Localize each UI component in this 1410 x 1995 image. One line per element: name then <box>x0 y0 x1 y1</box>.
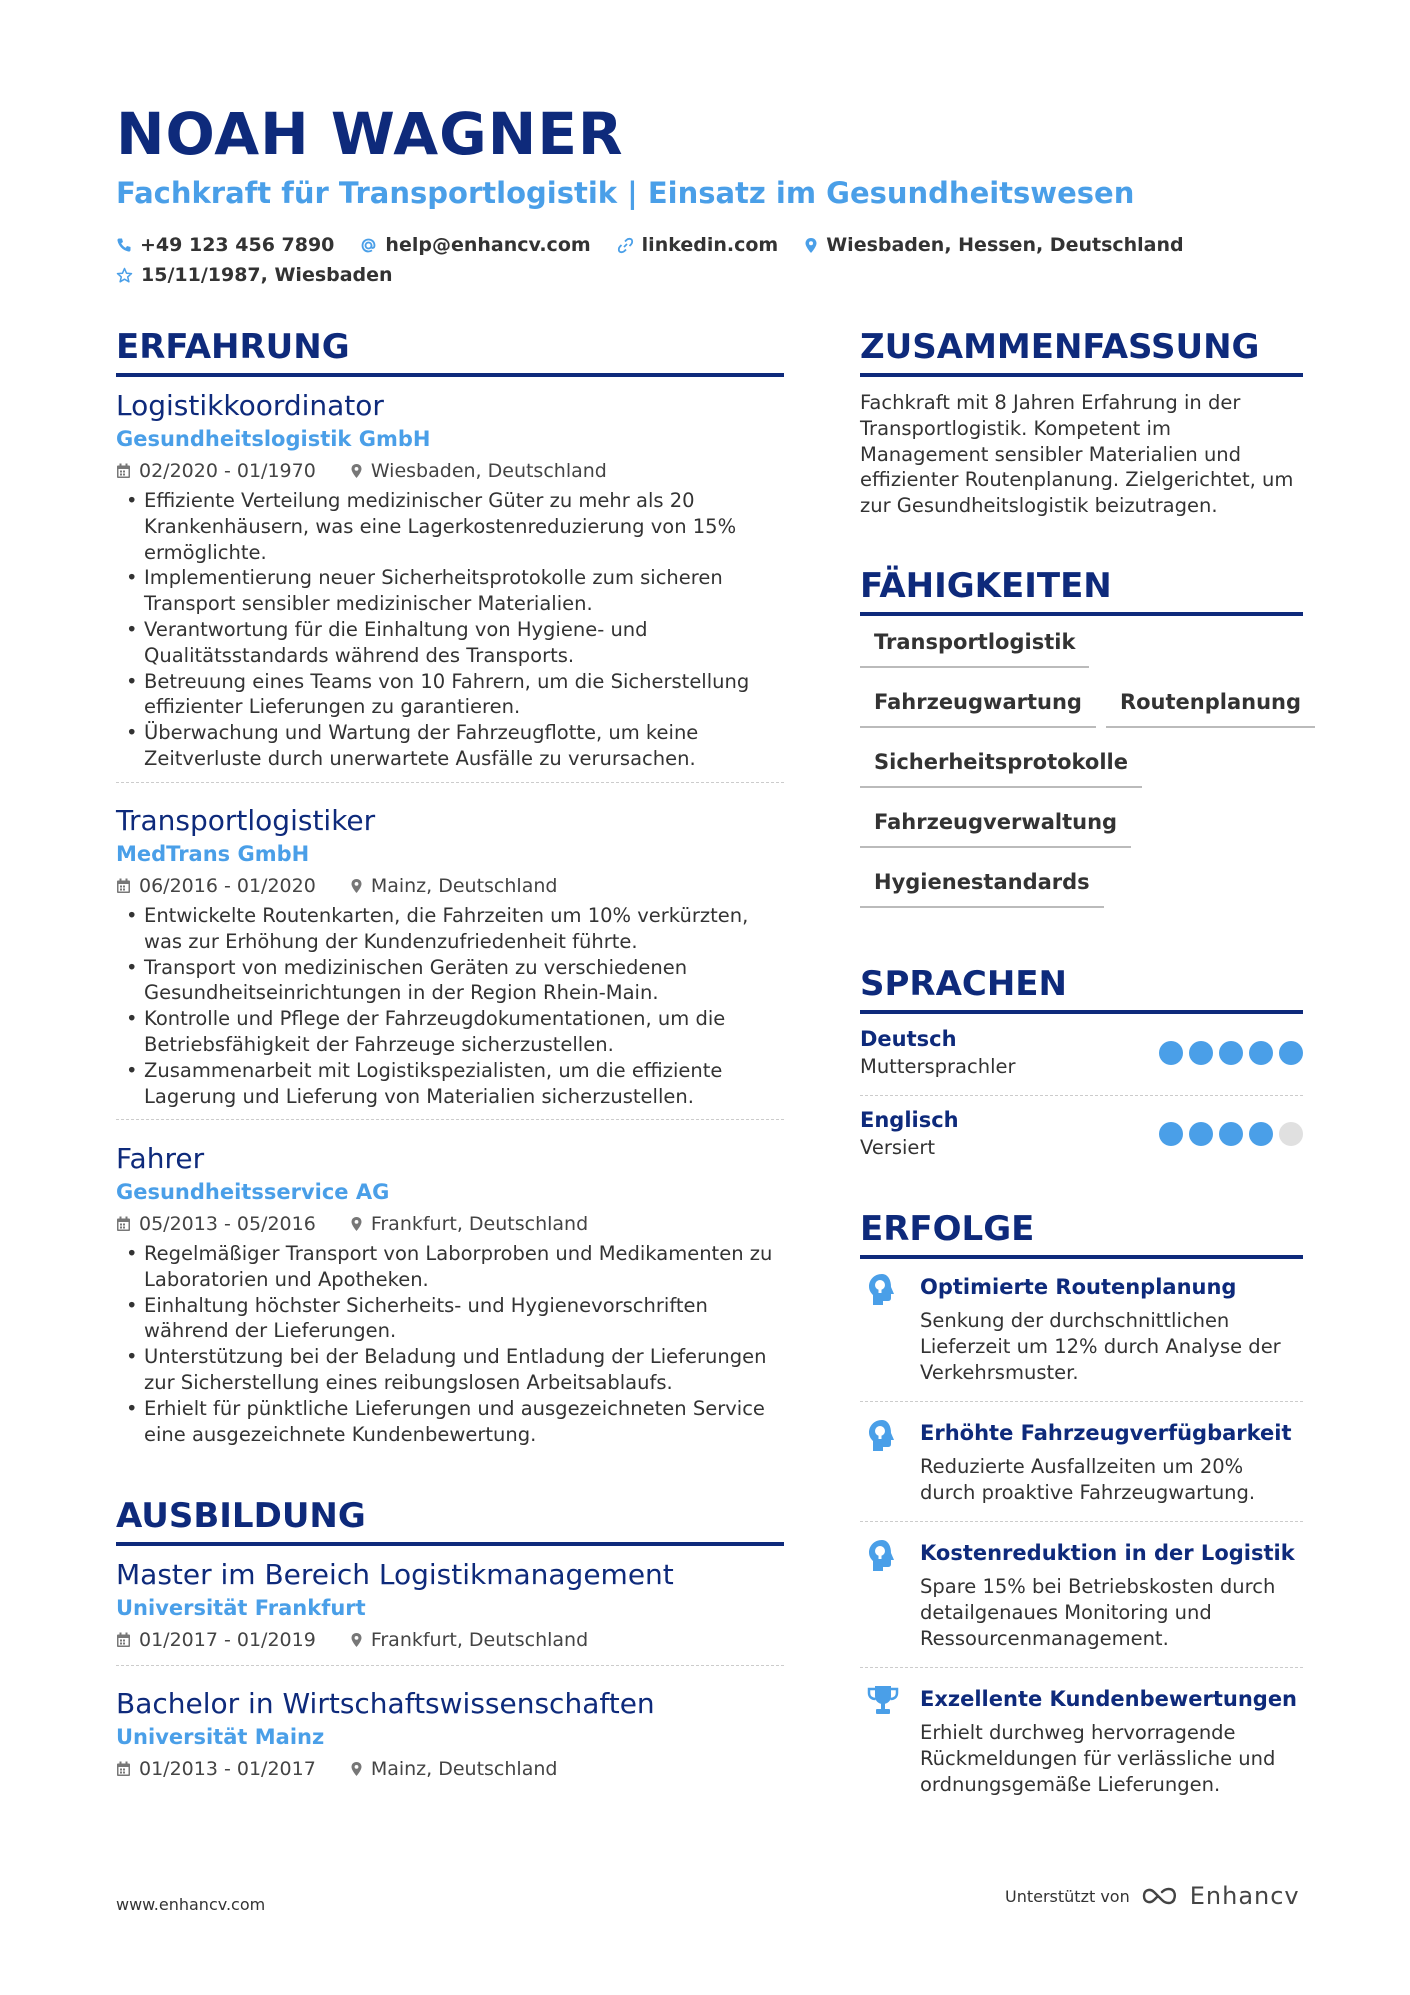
location-pin-icon <box>350 1216 363 1232</box>
location-pin-icon <box>350 1632 363 1648</box>
location-pin-icon <box>350 463 363 479</box>
job-location: Wiesbaden, Deutschland <box>370 460 607 482</box>
rating-dot <box>1279 1041 1303 1065</box>
summary-text: Fachkraft mit 8 Jahren Erfahrung in der Transportlogistik. Kompetent im Management sensibler Materialien und effizienter Routenplanung. Zielgerichtet, um zur Gesundheitslogistik beizutragen. <box>860 391 1294 518</box>
language-divider <box>860 1095 1303 1096</box>
rating-dot <box>1219 1122 1243 1146</box>
education-meta <box>116 1625 784 1655</box>
education-location: Mainz, Deutschland <box>370 1758 558 1780</box>
rating-dot <box>1249 1122 1273 1146</box>
link-icon <box>617 237 634 254</box>
rating-dot <box>1159 1041 1183 1065</box>
bullet-item: • Einhaltung höchster Sicherheits- und Hygienevorschriften während der Lieferungen. <box>116 1293 784 1345</box>
job-location: Frankfurt, Deutschland <box>370 1213 589 1235</box>
job-meta <box>116 871 784 901</box>
job-dates: 06/2016 - 01/2020 <box>139 875 316 897</box>
achievements-heading: ERFOLGE <box>860 1209 1303 1259</box>
contact-email[interactable] <box>360 234 590 256</box>
school-name: Universität Mainz <box>116 1725 325 1749</box>
footer-powered-text: Unterstützt von <box>1005 1886 1130 1906</box>
experience-entry-2 <box>116 803 784 1120</box>
education-heading: AUSBILDUNG <box>116 1496 784 1546</box>
skill-tag: Transportlogistik <box>860 622 1089 668</box>
bullet-item: • Unterstützung bei der Beladung und Entladung der Lieferungen zur Sicherstellung eines reibungslosen Arbeitsablaufs. <box>116 1344 784 1396</box>
entry-divider <box>116 1665 784 1666</box>
rating-dot <box>1189 1122 1213 1146</box>
calendar-icon <box>116 1761 131 1777</box>
experience-heading: ERFAHRUNG <box>116 327 784 377</box>
bullet-item: • Transport von medizinischen Geräten zu verschiedenen Gesundheitseinrichtungen in der Region Rhein-Main. <box>116 955 784 1007</box>
rating-dot <box>1219 1041 1243 1065</box>
entry-divider <box>116 1119 784 1120</box>
star-icon <box>116 267 133 284</box>
rating-dot <box>1249 1041 1273 1065</box>
bullet-item: • Implementierung neuer Sicherheitsprotokolle zum sicheren Transport sensibler medizinischer Materialien. <box>116 565 784 617</box>
company-name: Gesundheitsservice AG <box>116 1180 390 1204</box>
achievement-desc: Reduzierte Ausfallzeiten um 20% durch proaktive Fahrzeugwartung. <box>920 1455 1256 1504</box>
bullet-item: • Erhielt für pünktliche Lieferungen und ausgezeichneten Service eine ausgezeichnete Kundenbewertung. <box>116 1396 784 1448</box>
job-title: Fahrer <box>116 1142 205 1175</box>
education-dates: 01/2017 - 01/2019 <box>139 1629 316 1651</box>
calendar-icon <box>116 1632 131 1648</box>
education-meta <box>116 1754 784 1784</box>
skills-heading: FÄHIGKEITEN <box>860 566 1303 616</box>
job-dates: 05/2013 - 05/2016 <box>139 1213 316 1235</box>
achievement-desc: Spare 15% bei Betriebskosten durch detailgenaues Monitoring und Ressourcenmanagement. <box>920 1575 1276 1650</box>
linkedin-text: linkedin.com <box>641 234 779 256</box>
job-meta <box>116 456 784 486</box>
enhancv-logo-icon <box>1140 1884 1184 1908</box>
achievement-title: Optimierte Routenplanung <box>920 1275 1237 1299</box>
bullet-item: • Entwickelte Routenkarten, die Fahrzeiten um 10% verkürzten, was zur Erhöhung der Kundenzufriedenheit führte. <box>116 903 784 955</box>
education-dates: 01/2013 - 01/2017 <box>139 1758 316 1780</box>
lightbulb-head-icon <box>866 1272 898 1308</box>
experience-entry-1 <box>116 388 784 783</box>
calendar-icon <box>116 463 131 479</box>
entry-divider <box>116 782 784 783</box>
languages-heading: SPRACHEN <box>860 964 1303 1014</box>
achievement-desc: Senkung der durchschnittlichen Lieferzeit um 12% durch Analyse der Verkehrsmuster. <box>920 1309 1281 1384</box>
language-item <box>860 1106 1303 1162</box>
job-meta <box>116 1209 784 1239</box>
at-icon <box>360 237 377 254</box>
location-text: Wiesbaden, Hessen, Deutschland <box>826 234 1184 256</box>
rating-dot <box>1159 1122 1183 1146</box>
footer-brand-name: Enhancv <box>1189 1882 1300 1910</box>
education-location: Frankfurt, Deutschland <box>370 1629 589 1651</box>
phone-text: +49 123 456 7890 <box>140 234 335 256</box>
footer-branding <box>1005 1882 1300 1910</box>
language-name: Deutsch <box>860 1027 957 1051</box>
bullet-item: • Verantwortung für die Einhaltung von Hygiene- und Qualitätsstandards während des Transports. <box>116 617 784 669</box>
location-pin-icon <box>350 1761 363 1777</box>
job-bullets <box>116 488 784 772</box>
language-rating <box>1153 1041 1303 1065</box>
rating-dot <box>1189 1041 1213 1065</box>
email-text: help@enhancv.com <box>385 234 591 256</box>
contact-birth <box>116 264 393 286</box>
company-name: MedTrans GmbH <box>116 842 310 866</box>
job-bullets <box>116 903 784 1109</box>
footer-website[interactable]: www.enhancv.com <box>116 1895 266 1914</box>
company-name: Gesundheitslogistik GmbH <box>116 427 431 451</box>
skill-tag: Routenplanung <box>1106 682 1315 728</box>
rating-dot <box>1279 1122 1303 1146</box>
language-level: Muttersprachler <box>860 1055 1016 1078</box>
trophy-icon <box>866 1684 900 1716</box>
job-dates: 02/2020 - 01/1970 <box>139 460 316 482</box>
achievement-title: Kostenreduktion in der Logistik <box>920 1541 1295 1565</box>
achievement-divider <box>860 1401 1303 1402</box>
candidate-title: Fachkraft für Transportlogistik | Einsatz im Gesundheitswesen <box>116 176 1135 210</box>
bullet-item: • Überwachung und Wartung der Fahrzeugflotte, um keine Zeitverluste durch unerwartete Ausfälle zu verursachen. <box>116 720 784 772</box>
skills-list <box>860 622 1320 922</box>
bullet-item: • Effiziente Verteilung medizinischer Güter zu mehr als 20 Krankenhäusern, was eine Lagerkostenreduzierung von 15% ermöglichte. <box>116 488 784 565</box>
language-level: Versiert <box>860 1136 936 1159</box>
experience-entry-3 <box>116 1141 784 1447</box>
education-entry-2 <box>116 1686 784 1784</box>
language-name: Englisch <box>860 1108 959 1132</box>
job-bullets <box>116 1241 784 1447</box>
skill-tag: Fahrzeugverwaltung <box>860 802 1131 848</box>
education-entry-1 <box>116 1557 784 1666</box>
degree-title: Bachelor in Wirtschaftswissenschaften <box>116 1687 655 1720</box>
job-title: Transportlogistiker <box>116 804 376 837</box>
skill-tag: Sicherheitsprotokolle <box>860 742 1142 788</box>
birth-text: 15/11/1987, Wiesbaden <box>141 264 393 286</box>
phone-icon <box>116 237 132 253</box>
lightbulb-head-icon <box>866 1418 898 1454</box>
skill-tag: Hygienestandards <box>860 862 1104 908</box>
bullet-item: • Betreuung eines Teams von 10 Fahrern, um die Sicherstellung effizienter Lieferungen zu garantieren. <box>116 669 784 721</box>
summary-heading: ZUSAMMENFASSUNG <box>860 327 1303 377</box>
candidate-name: NOAH WAGNER <box>116 100 624 168</box>
calendar-icon <box>116 1216 131 1232</box>
achievement-desc: Erhielt durchweg hervorragende Rückmeldungen für verlässliche und ordnungsgemäße Lieferungen. <box>920 1721 1276 1796</box>
bullet-item: • Kontrolle und Pflege der Fahrzeugdokumentationen, um die Betriebsfähigkeit der Fahrzeuge sicherzustellen. <box>116 1006 784 1058</box>
language-item <box>860 1025 1303 1081</box>
contact-info <box>116 230 1316 290</box>
contact-location <box>804 234 1183 256</box>
achievement-title: Erhöhte Fahrzeugverfügbarkeit <box>920 1421 1292 1445</box>
school-name: Universität Frankfurt <box>116 1596 366 1620</box>
location-pin-icon <box>804 237 818 254</box>
bullet-item: • Zusammenarbeit mit Logistikspezialisten, um die effiziente Lagerung und Lieferung von Materialien sicherzustellen. <box>116 1058 784 1110</box>
skill-tag: Fahrzeugwartung <box>860 682 1096 728</box>
bullet-item: • Regelmäßiger Transport von Laborproben und Medikamenten zu Laboratorien und Apotheken. <box>116 1241 784 1293</box>
lightbulb-head-icon <box>866 1538 898 1574</box>
degree-title: Master im Bereich Logistikmanagement <box>116 1558 674 1591</box>
calendar-icon <box>116 878 131 894</box>
contact-linkedin[interactable] <box>617 234 779 256</box>
job-title: Logistikkoordinator <box>116 389 384 422</box>
location-pin-icon <box>350 878 363 894</box>
language-rating <box>1153 1122 1303 1146</box>
achievement-title: Exzellente Kundenbewertungen <box>920 1687 1298 1711</box>
achievement-divider <box>860 1521 1303 1522</box>
contact-phone[interactable] <box>116 234 334 256</box>
achievement-divider <box>860 1667 1303 1668</box>
job-location: Mainz, Deutschland <box>370 875 558 897</box>
